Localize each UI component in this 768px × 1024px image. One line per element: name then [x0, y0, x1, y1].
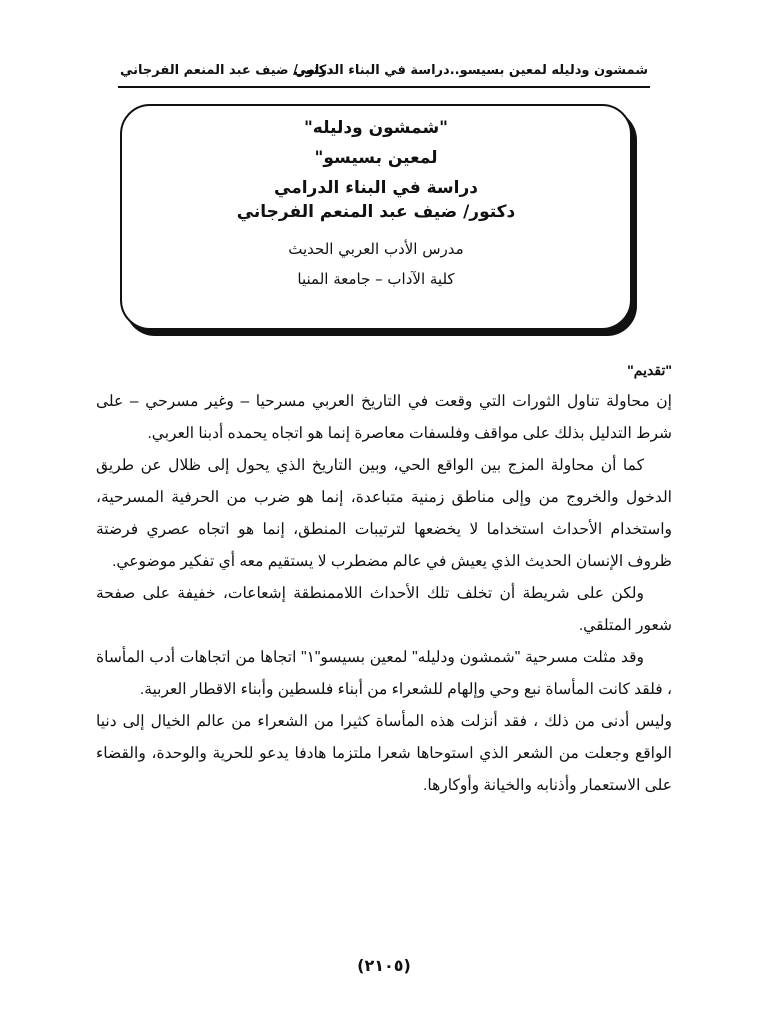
- title-play-name: "شمشون ودليله": [303, 118, 449, 138]
- title-box: [120, 104, 632, 330]
- author-affiliation: كلية الآداب – جامعة المنيا: [297, 270, 455, 288]
- page-number: (٢١٠٥): [357, 956, 411, 975]
- section-heading: "تقديم": [627, 362, 672, 378]
- header-author: دكتور/ ضيف عبد المنعم الفرجاني: [120, 63, 334, 78]
- paragraph-4: وقد مثلت مسرحية "شمشون ودليله" لمعين بسيسو"١" اتجاها من اتجاهات أدب المأساة ، فلقد كانت المأساة نبع وحي وإلهام للشعراء من أبناء فلسطين وأبناء الاقطار العربية.: [96, 649, 672, 698]
- paragraph-1: إن محاولة تناول الثورات التي وقعت في التاريخ العربي مسرحيا – وغير مسرحي – على شرط التدليل بذلك على مواقف وفلسفات معاصرة إنما هو اتجاه يحمده أدبنا العربي.: [96, 393, 672, 442]
- author-position: مدرس الأدب العربي الحديث: [288, 240, 464, 258]
- running-header: [120, 60, 648, 82]
- header-article-title: شمشون ودليله لمعين بسيسو..دراسة في البناء الدرامي: [293, 63, 648, 78]
- body-text: [96, 354, 672, 802]
- header-divider: [118, 86, 650, 88]
- paragraph-2: كما أن محاولة المزج بين الواقع الحي، وبين التاريخ الذي يحول إلى ظلال عن طريق الدخول والخروج من وإلى مناطق زمنية متباعدة، إنما هو ضرب من الحرفية المسرحية، واستخدام الأحداث استخداما لا يخضعها لترتيبات المنطق، إنما هو اتجاه عصري فرضتة ظروف الإنسان الحديث الذي يعيش في عالم مضطرب لا يستقيم معه أي تفكير موضوعي.: [96, 457, 672, 570]
- title-author: دكتور/ ضيف عبد المنعم الفرجاني: [236, 202, 516, 222]
- paragraph-5: وليس أدنى من ذلك ، فقد أنزلت هذه المأساة كثيرا من الشعراء من عالم الخيال إلى دنيا الواقع وجعلت من الشعر الذي استوحاها شعرا ملتزما هادفا يدعو للحرية والوحدة، والقضاء على الاستعمار وأذنابه والخيانة وأوكارها.: [96, 713, 672, 794]
- title-playwright: لمعين بسيسو": [314, 148, 438, 168]
- paragraph-3: ولكن على شريطة أن تخلف تلك الأحداث اللاممنطقة إشعاعات، خفيفة على صفحة شعور المتلقي.: [96, 585, 672, 634]
- title-study: دراسة في البناء الدرامي: [274, 178, 478, 198]
